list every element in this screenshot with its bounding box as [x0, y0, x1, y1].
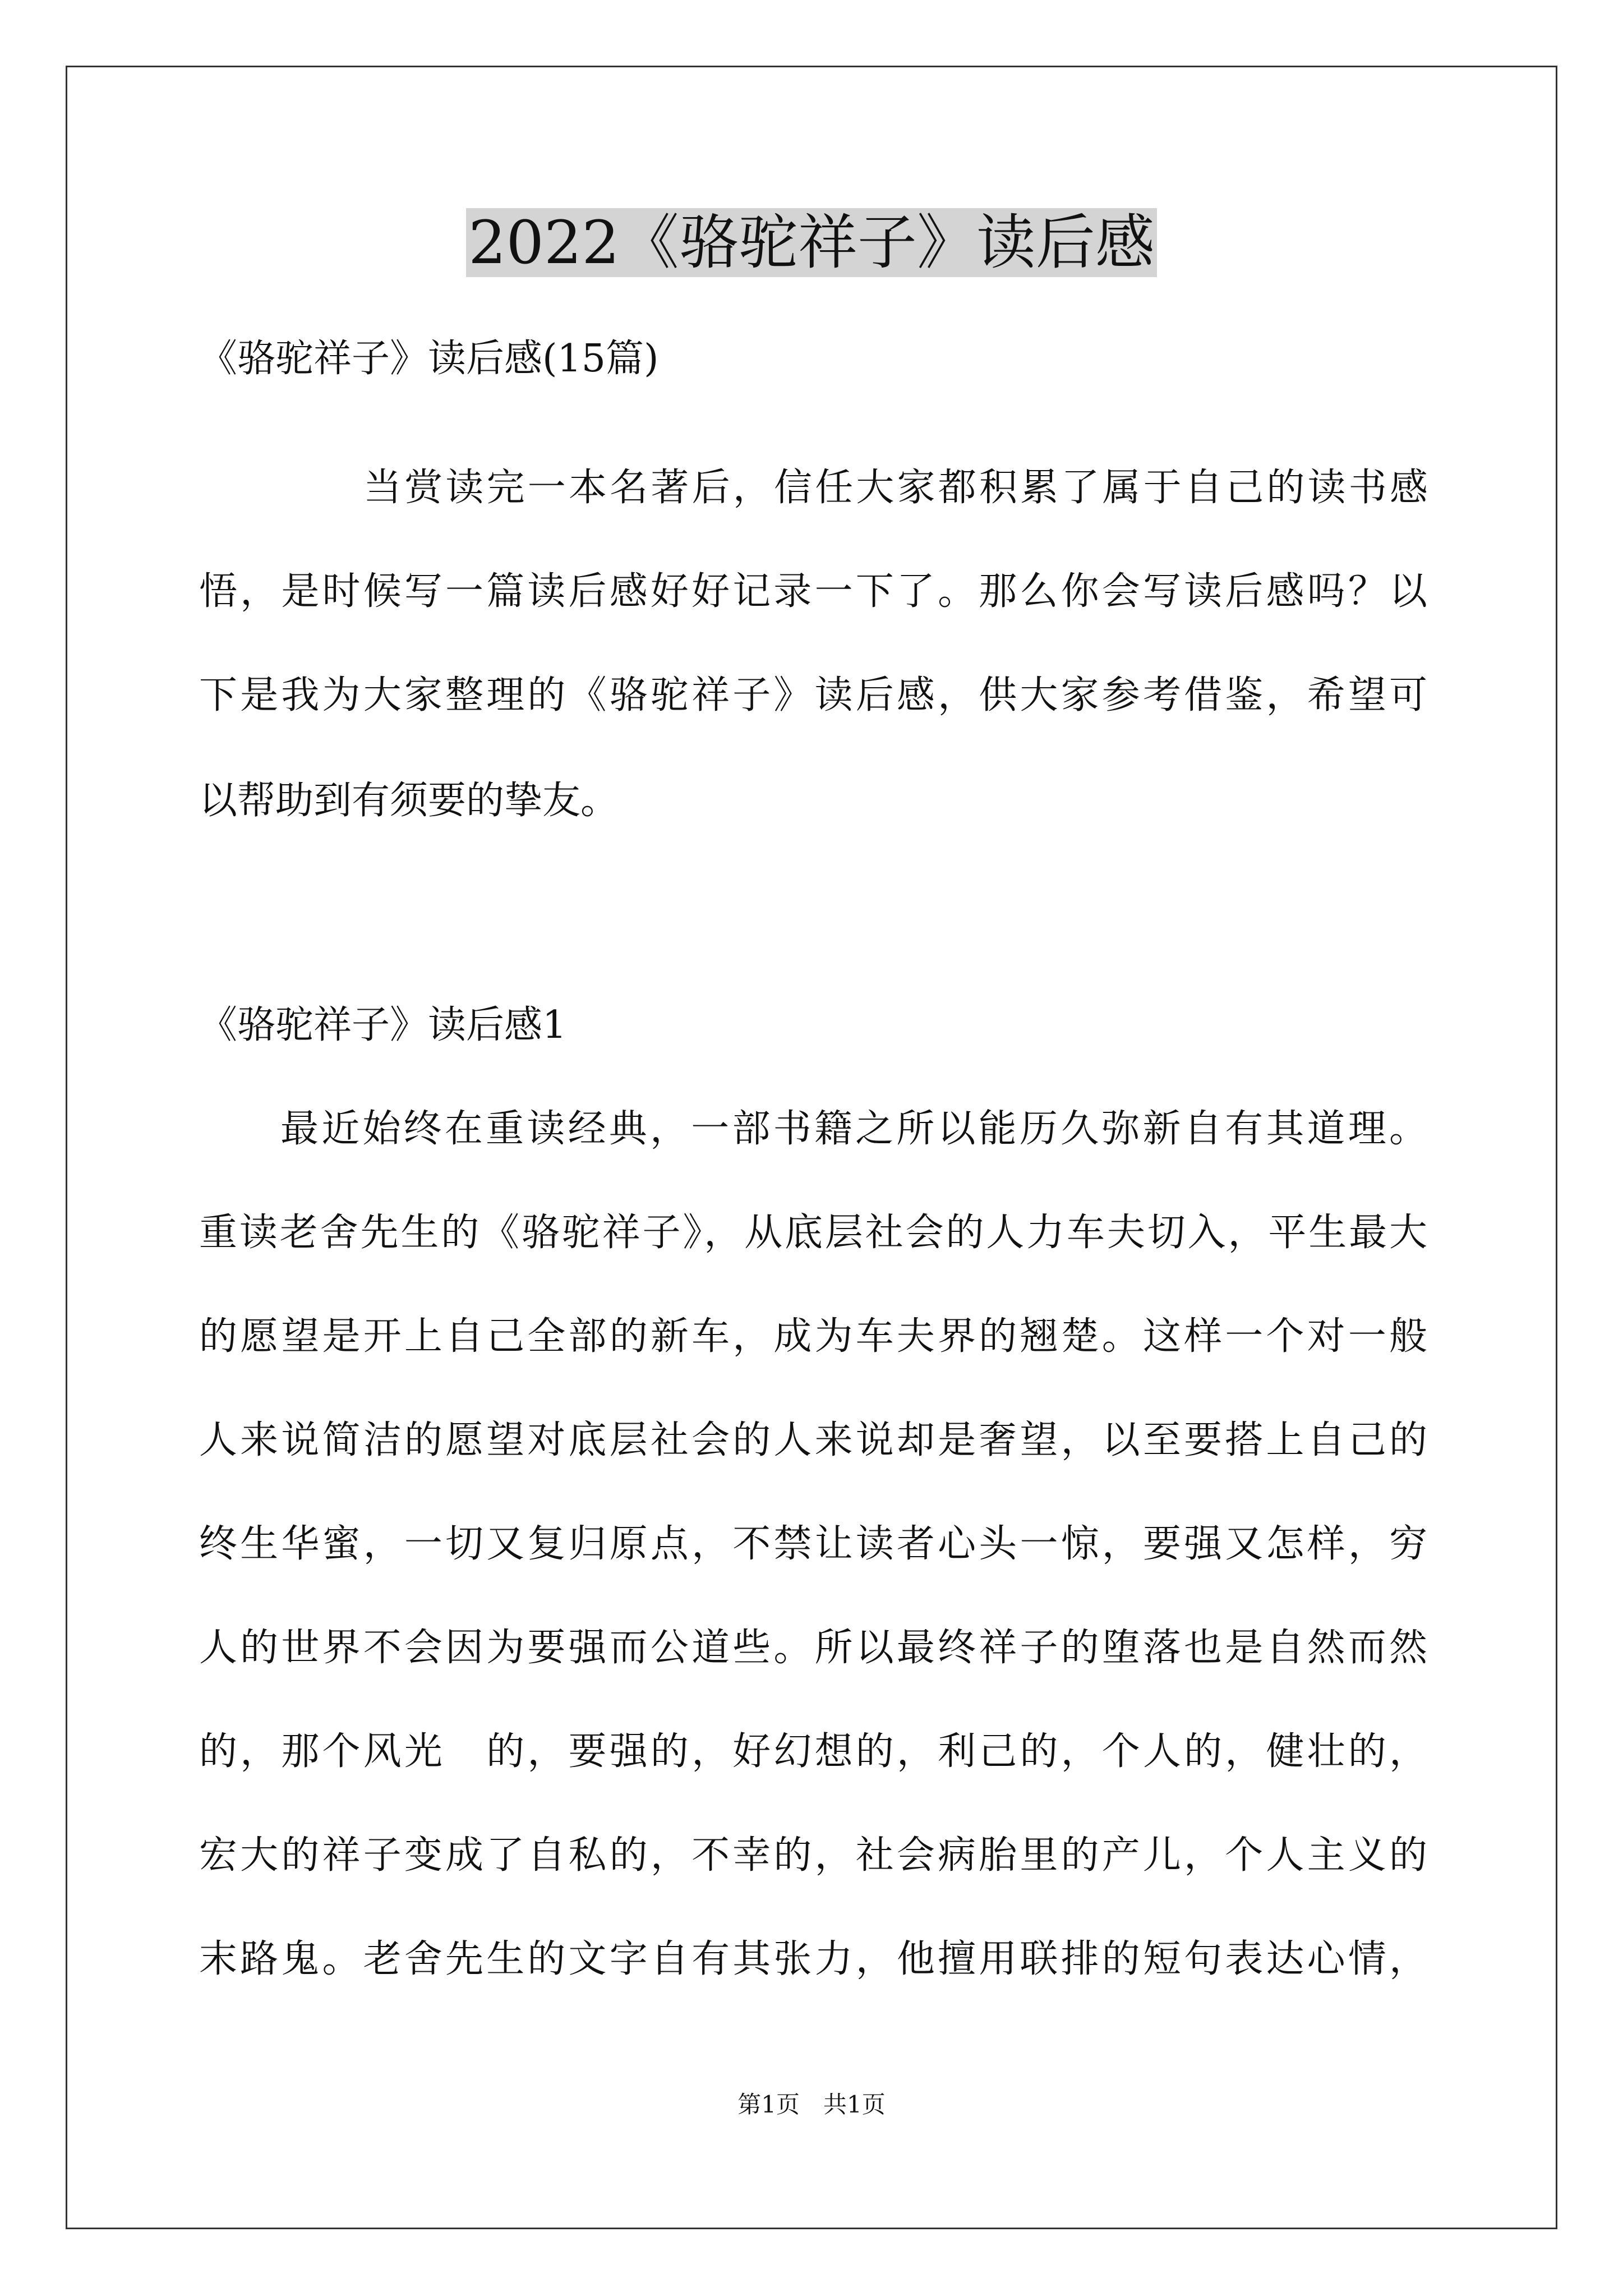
body-line-5: 终生华蜜，一切又复归原点，不禁让读者心头一惊，要强又怎样，穷: [199, 1522, 1427, 1566]
subtitle: 《骆驼祥子》读后感(15篇): [199, 337, 659, 381]
document-title: 2022《骆驼祥子》读后感: [0, 201, 1623, 285]
body-line-4: 人来说简洁的愿望对底层社会的人来说却是奢望，以至要搭上自己的: [199, 1418, 1427, 1462]
body-line-1: 最近始终在重读经典，一部书籍之所以能历久弥新自有其道理。: [280, 1107, 1427, 1151]
body-line-9: 末路鬼。老舍先生的文字自有其张力，他擅用联排的短句表达心情，: [199, 1937, 1427, 1981]
intro-line-2: 悟，是时候写一篇读后感好好记录一下了。那么你会写读后感吗？以: [199, 569, 1427, 614]
intro-line-1: 当赏读完一本名著后，信任大家都积累了属于自己的读书感: [363, 466, 1428, 510]
intro-line-3: 下是我为大家整理的《骆驼祥子》读后感，供大家参考借鉴，希望可: [199, 673, 1427, 717]
body-line-8: 宏大的祥子变成了自私的，不幸的，社会病胎里的产儿，个人主义的: [199, 1833, 1427, 1878]
intro-line-4: 以帮助到有须要的挚友。: [199, 779, 619, 823]
body-line-3: 的愿望是开上自己全部的新车，成为车夫界的翘楚。这样一个对一般: [199, 1314, 1427, 1359]
body-line-2: 重读老舍先生的《骆驼祥子》，从底层社会的人力车夫切入，平生最大: [199, 1211, 1427, 1255]
page-footer: 第1页 共1页: [737, 2091, 886, 2118]
section-heading: 《骆驼祥子》读后感1: [199, 1003, 567, 1047]
body-line-6: 人的世界不会因为要强而公道些。所以最终祥子的堕落也是自然而然: [199, 1626, 1427, 1670]
body-line-7: 的，那个风光 的，要强的，好幻想的，利己的，个人的，健壮的，: [199, 1729, 1427, 1774]
